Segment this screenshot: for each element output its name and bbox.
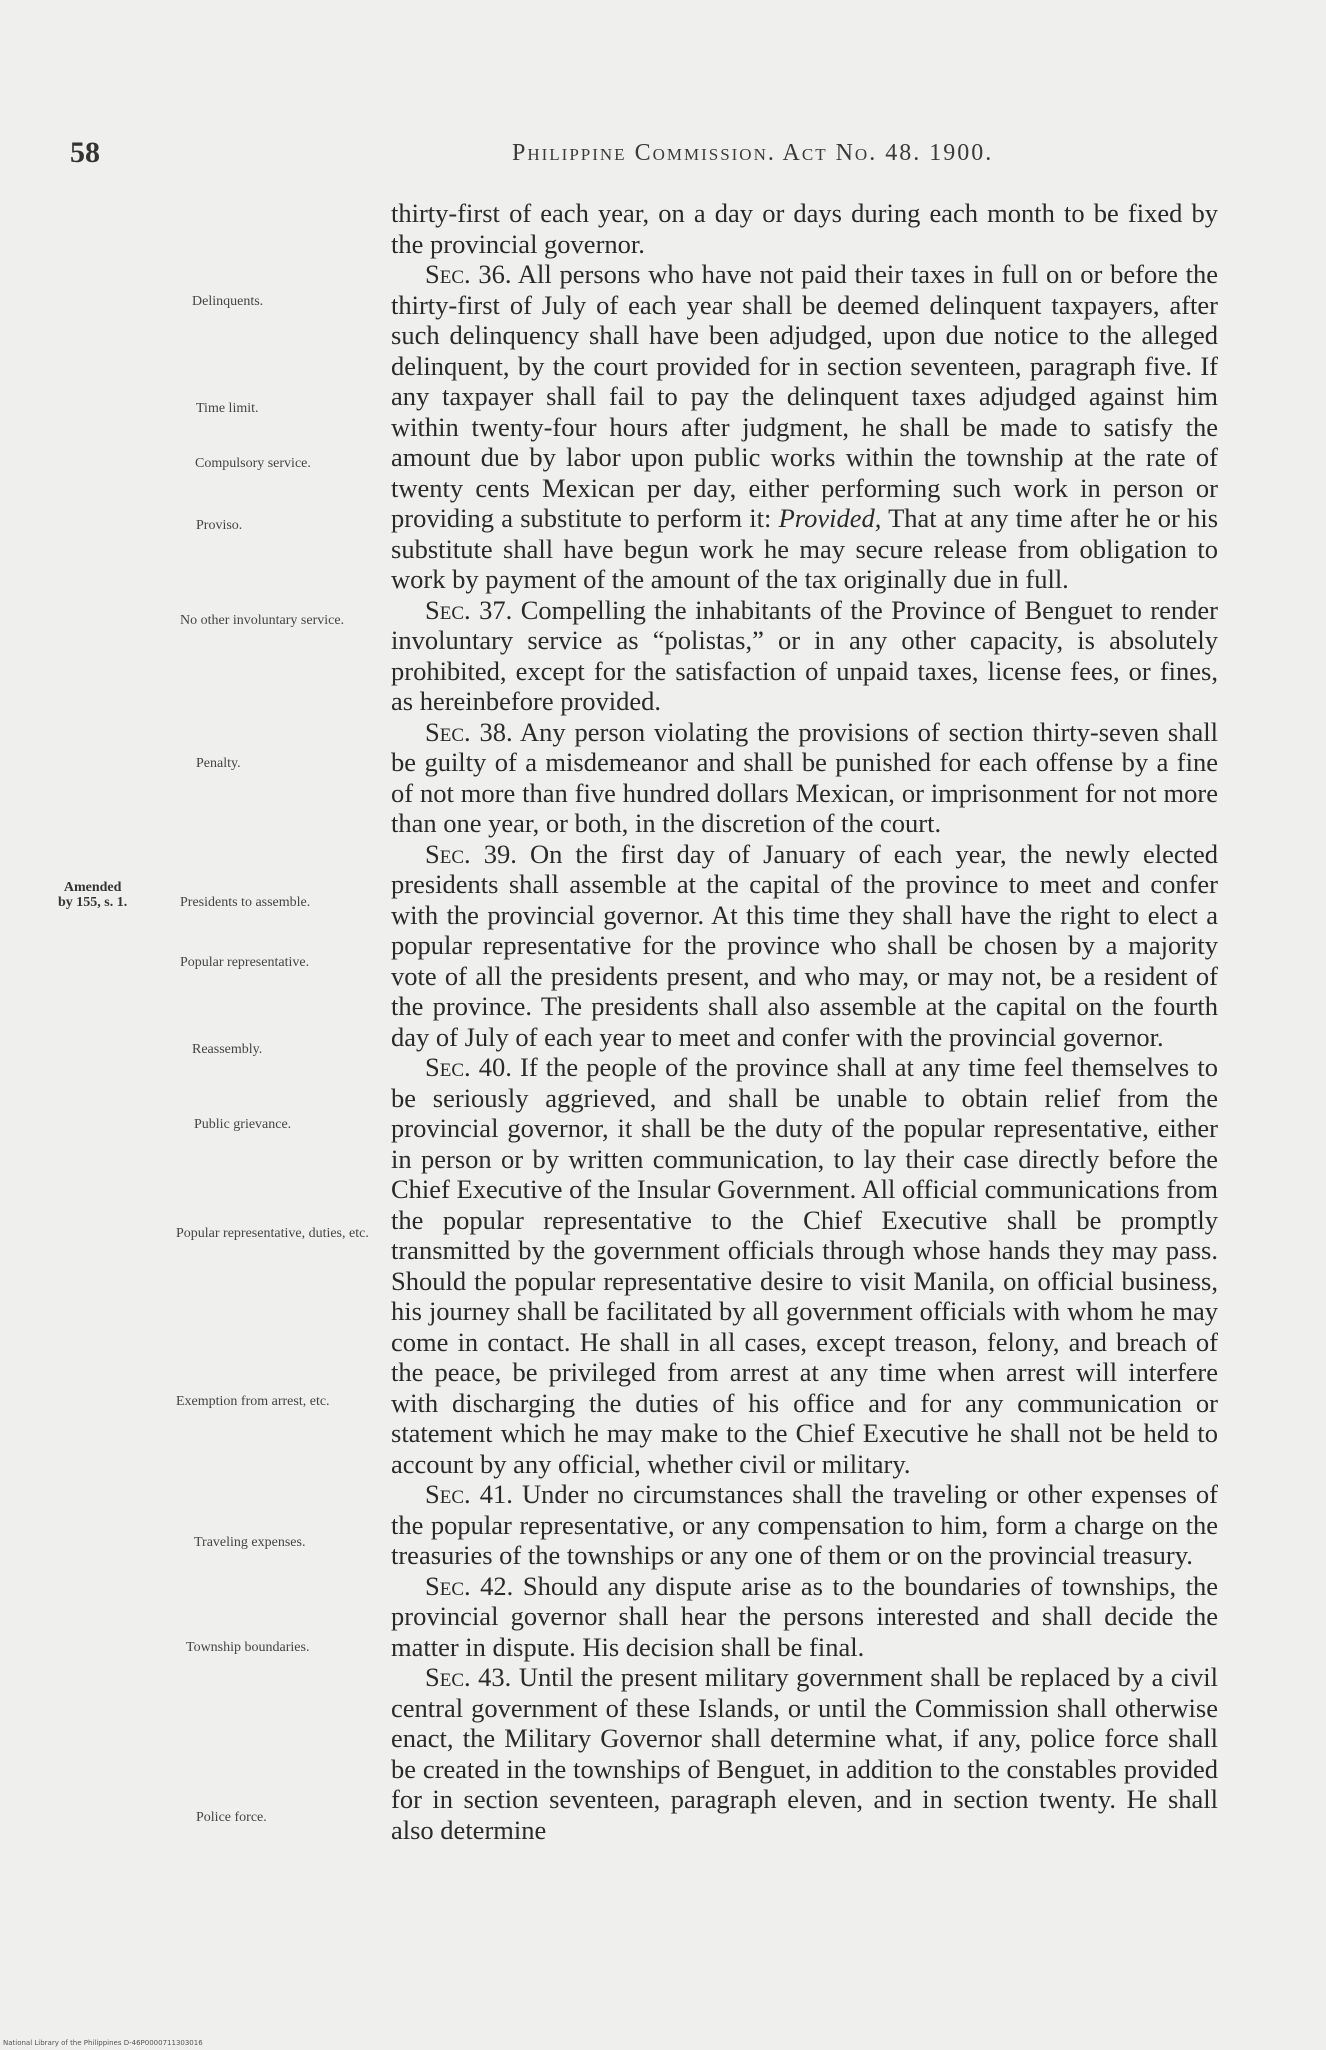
section-38-label: Sec. 38. bbox=[425, 716, 513, 747]
section-36-text-a: All persons who have not paid their taxes in full on or before the thirty-first of July of each year shall be deemed delinquent taxpayers, after such delinquency shall have been adjudged, upon due notice to the alleged delinquent, by the court provided for in section seventeen, paragraph five. If any taxpayer shall fail to pay the delinquent taxes adjudged against him within twenty-four hours after judgment, he shall be made to satisfy the amount due by labor upon public works within the township at the rate of twenty cents Mexican per day, either performing such work in person or providing a substitute to perform it: bbox=[391, 259, 1218, 533]
side-note-township-boundaries: Township boundaries. bbox=[186, 1640, 310, 1655]
section-40-label: Sec. 40. bbox=[425, 1052, 512, 1082]
section-40-text: If the people of the province shall at any time feel themselves to be seriously aggrieved, and shall be unable to obtain relief from the provincial governor, it shall be the duty of the popular representative, either in person or by written communication, to lay their case directly before the Chief Executive of the Insular Government. All official communications from the popular representative to the Chief Executive shall be promptly transmitted by the government officials through whose hands they may pass. Should the popular representative desire to visit Manila, on official business, his journey shall be facilitated by all government officials with whom he may come in contact. He shall in all cases, except treason, felony, and breach of the peace, be privileged from arrest at any time when arrest will interfere with discharging the duties of his office and for any communication or statement which he may make to the Chief Executive he shall not be held to account by any official, whether civil or military. bbox=[391, 1052, 1218, 1479]
side-note-popular-representative: Popular representative. bbox=[180, 955, 310, 970]
side-note-compulsory-service: Compulsory service. bbox=[195, 456, 311, 471]
side-note-police-force: Police force. bbox=[196, 1810, 267, 1825]
section-36-proviso: Provided, bbox=[778, 503, 882, 533]
side-note-penalty: Penalty. bbox=[196, 756, 241, 771]
main-text bbox=[391, 198, 1218, 1845]
side-note-reassembly: Reassembly. bbox=[192, 1042, 263, 1057]
side-note-public-grievance: Public grievance. bbox=[194, 1117, 292, 1132]
section-43-label: Sec. 43. bbox=[425, 1662, 512, 1692]
section-37-label: Sec. 37. bbox=[425, 594, 513, 625]
section-41-label: Sec. 41. bbox=[425, 1479, 513, 1509]
side-note-proviso: Proviso. bbox=[196, 518, 243, 533]
side-note-popular-rep-duties: Popular representative, duties, etc. bbox=[176, 1226, 369, 1241]
section-38 bbox=[391, 717, 1218, 839]
amendment-line-2: by 155, s. 1. bbox=[58, 895, 128, 910]
section-42-text: Should any dispute arise as to the boundaries of townships, the provincial governor shall hear the persons interested and shall decide the matter in dispute. His decision shall be final. bbox=[391, 1570, 1218, 1662]
section-37-text: Compelling the inhabitants of the Province of Benguet to render involuntary service as “polistas,” or in any other capacity, is absolutely prohibited, except for the satisfaction of unpaid taxes, license fees, or fines, as hereinbefore provided. bbox=[391, 594, 1218, 716]
running-head: Philippine Commission. Act No. 48. 1900. bbox=[512, 140, 994, 166]
side-note-presidents-assemble: Presidents to assemble. bbox=[180, 895, 311, 910]
side-note-time-limit: Time limit. bbox=[196, 401, 259, 416]
scan-footer-tag: National Library of the Philippines D-46P0000711303016 bbox=[3, 2039, 203, 2047]
section-43 bbox=[391, 1662, 1218, 1845]
section-39-text: On the first day of January of each year, the newly elected presidents shall assemble at the capital of the province to meet and confer with the provincial governor. At this time they shall have the right to elect a popular representative for the province who shall be chosen by a majority vote of all the presidents present, and who may, or may not, be a resident of the province. The presidents shall also assemble at the capital on the fourth day of July of each year to meet and confer with the provincial governor. bbox=[391, 838, 1218, 1052]
section-36-text-b: That at any time after he or his substitute shall have begun work he may secure release from obligation to work by payment of the amount of the tax originally due in full. bbox=[391, 503, 1219, 594]
side-note-no-other-service: No other involuntary service. bbox=[180, 613, 345, 628]
section-43-text: Until the present military government shall be replaced by a civil central government of these Islands, or until the Commission shall otherwise enact, the Military Governor shall determine what, if any, police force shall be created in the townships of Benguet, in addition to the constables provided for in section seventeen, paragraph eleven, and in section twenty. He shall also determine bbox=[391, 1662, 1218, 1845]
section-39-label: Sec. 39. bbox=[425, 838, 517, 869]
section-37 bbox=[391, 595, 1218, 717]
amendment-line-1: Amended bbox=[63, 880, 122, 895]
amendment-note bbox=[58, 880, 127, 910]
section-42-label: Sec. 42. bbox=[425, 1570, 514, 1601]
section-40 bbox=[391, 1052, 1218, 1479]
side-note-traveling-expenses: Traveling expenses. bbox=[194, 1535, 306, 1550]
section-36-label: Sec. 36. bbox=[425, 259, 512, 289]
page-number: 58 bbox=[70, 136, 100, 169]
section-41-text: Under no circumstances shall the traveling or other expenses of the popular representative, or any compensation to him, form a charge on the treasuries of the townships or any one of them or on the provincial treasury. bbox=[391, 1479, 1218, 1570]
side-note-exemption: Exemption from arrest, etc. bbox=[176, 1394, 330, 1409]
section-36 bbox=[391, 259, 1218, 595]
paragraph-continuation: thirty-first of each year, on a day or days during each month to be fixed by the provincial governor. bbox=[391, 198, 1218, 259]
section-38-text: Any person violating the provisions of section thirty-seven shall be guilty of a misdemeanor and shall be punished for each offense by a fine of not more than five hundred dollars Mexican, or imprisonment for not more than one year, or both, in the discretion of the court. bbox=[391, 716, 1218, 838]
section-41 bbox=[391, 1479, 1218, 1571]
section-42 bbox=[391, 1571, 1218, 1663]
section-39 bbox=[391, 839, 1218, 1053]
side-note-delinquents: Delinquents. bbox=[192, 294, 264, 309]
